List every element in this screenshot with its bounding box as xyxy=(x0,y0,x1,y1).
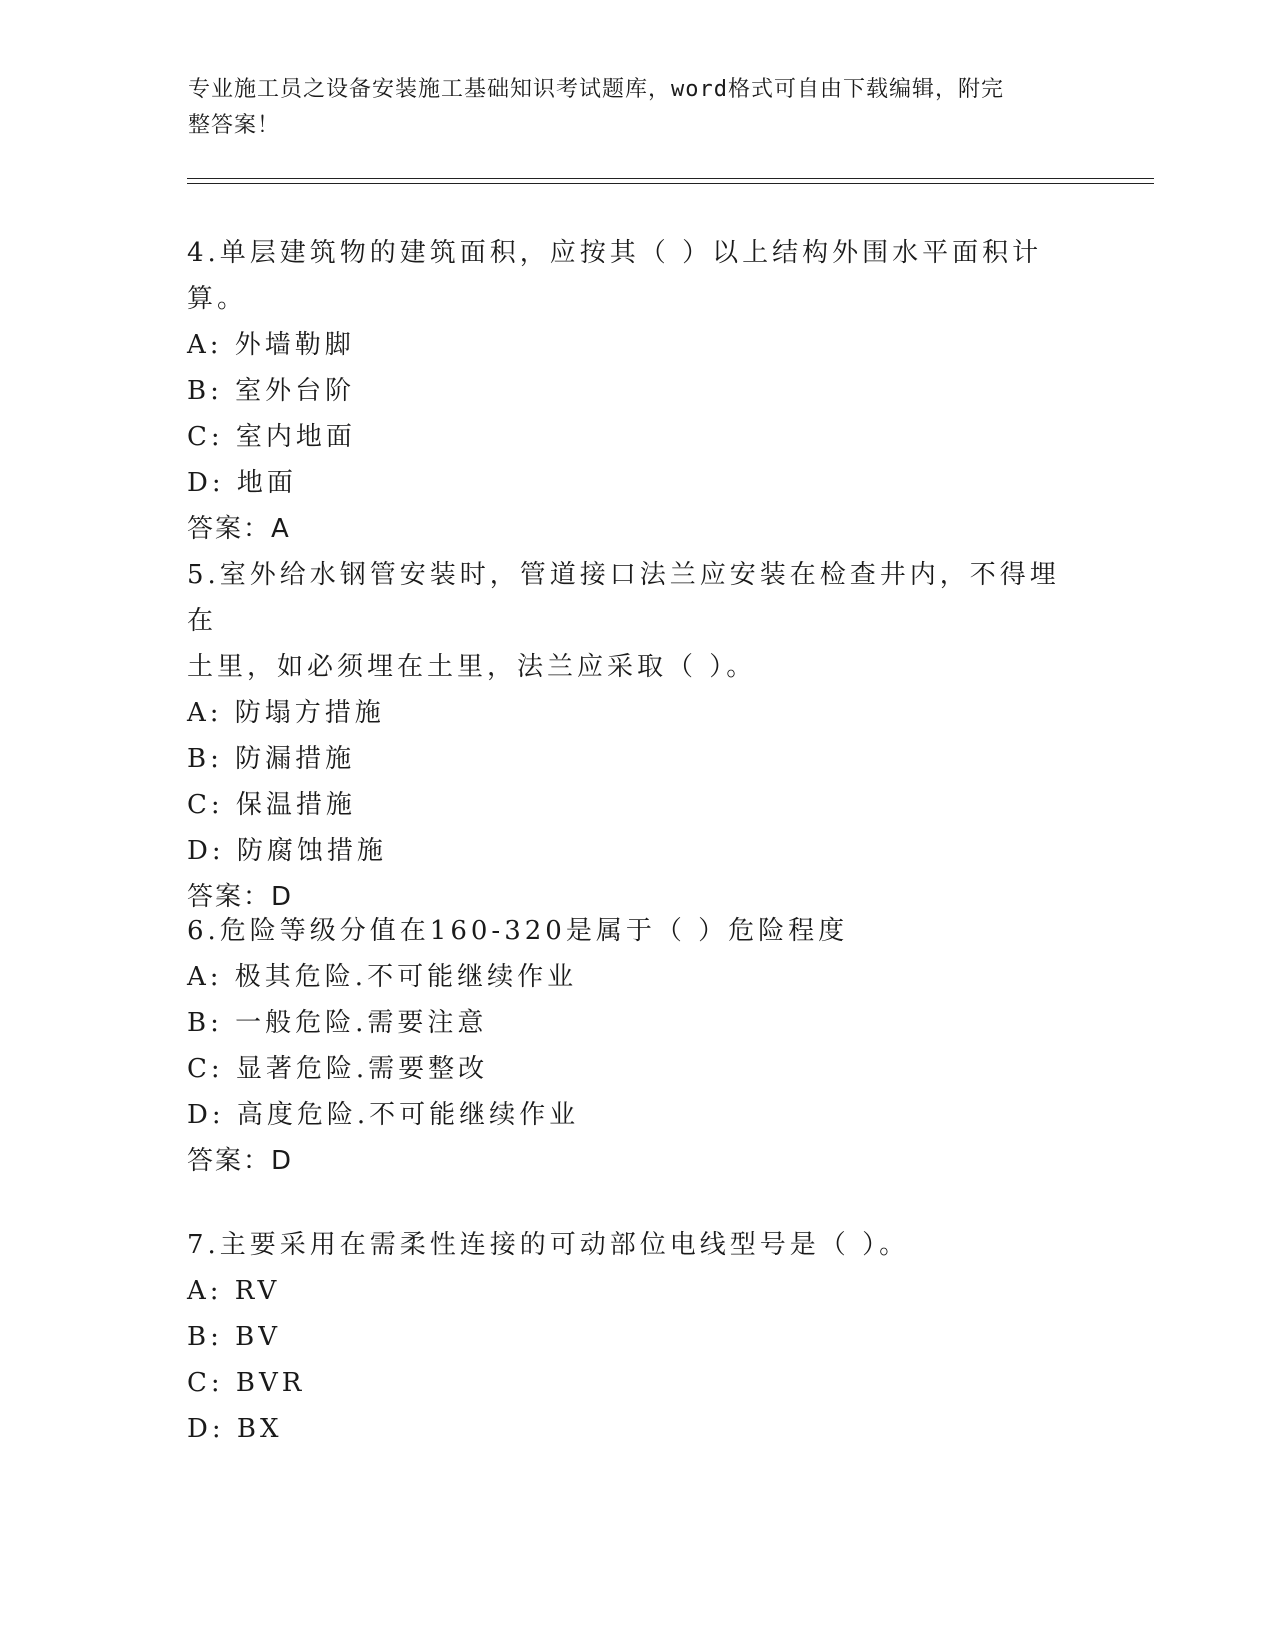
option-a: A: 防塌方措施 xyxy=(187,698,385,728)
option-d: D: BX xyxy=(187,1414,283,1444)
question-4 xyxy=(187,230,1087,552)
option-b: B: BV xyxy=(187,1322,282,1352)
question-stem-line-2: 土里，如必须埋在土里，法兰应采取（ ）。 xyxy=(187,652,757,682)
option-a: A: 外墙勒脚 xyxy=(187,330,355,360)
option-d: D: 防腐蚀措施 xyxy=(187,836,387,866)
option-b: B: 室外台阶 xyxy=(187,376,356,406)
option-a: A: RV xyxy=(187,1276,281,1306)
header-line-1: 专业施工员之设备安装施工基础知识考试题库，word格式可自由下载编辑，附完 xyxy=(188,77,1004,102)
document-header xyxy=(188,72,1068,144)
answer-label: 答案：A xyxy=(187,514,291,544)
option-d: D: 地面 xyxy=(187,468,297,498)
question-stem: 7.主要采用在需柔性连接的可动部位电线型号是（ ）。 xyxy=(187,1230,910,1260)
answer-label: 答案：D xyxy=(187,1146,294,1176)
question-stem: 6.危险等级分值在160-320是属于（ ）危险程度 xyxy=(187,916,849,946)
option-d: D: 高度危险.不可能继续作业 xyxy=(187,1100,580,1130)
option-c: C: 显著危险.需要整改 xyxy=(187,1054,489,1084)
header-line-2: 整答案！ xyxy=(188,113,281,138)
question-7 xyxy=(187,1222,1087,1452)
question-stem-line-1: 5.室外给水钢管安装时，管道接口法兰应安装在检查井内，不得埋在 xyxy=(187,560,1060,636)
header-divider-top xyxy=(187,178,1154,179)
option-b: B: 防漏措施 xyxy=(187,744,356,774)
question-stem: 4.单层建筑物的建筑面积，应按其（ ）以上结构外围水平面积计算。 xyxy=(187,238,1043,314)
question-5 xyxy=(187,552,1087,920)
option-c: C: BVR xyxy=(187,1368,306,1398)
option-b: B: 一般危险.需要注意 xyxy=(187,1008,488,1038)
header-divider-bottom xyxy=(187,183,1154,184)
option-c: C: 室内地面 xyxy=(187,422,356,452)
question-6 xyxy=(187,908,1087,1184)
answer-label: 答案：D xyxy=(187,882,294,912)
option-a: A: 极其危险.不可能继续作业 xyxy=(187,962,578,992)
option-c: C: 保温措施 xyxy=(187,790,356,820)
